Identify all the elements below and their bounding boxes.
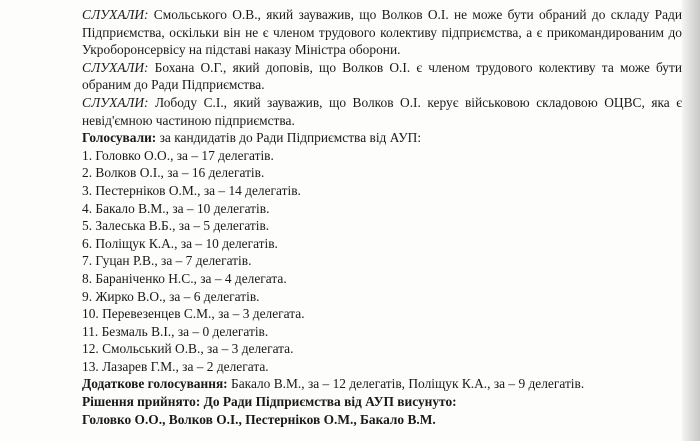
hearing-label: СЛУХАЛИ: — [82, 59, 149, 75]
candidate-item: 12. Смольський О.В., за – 3 делегата. — [82, 341, 294, 357]
candidate-item: 9. Жирко В.О., за – 6 делегатів. — [82, 288, 260, 304]
page-edge-shadow — [682, 0, 700, 441]
protocol-text — [82, 6, 682, 428]
decision-line: Рішення прийнято: До Ради Підприємства від АУП висунуто: — [82, 394, 457, 410]
candidate-item: 13. Лазарев Г.М., за – 2 делегата. — [82, 358, 269, 374]
candidate-item: 4. Бакало В.М., за – 10 делегатів. — [82, 200, 270, 216]
voting-text: за кандидатів до Ради Підприємства від АУП: — [156, 130, 422, 146]
hearing-label: СЛУХАЛИ: — [82, 94, 149, 110]
candidate-item: 2. Волков О.І., за – 16 делегатів. — [82, 165, 265, 181]
candidate-item: 1. Головко О.О., за – 17 делегатів. — [82, 147, 274, 163]
hearing-label: СЛУХАЛИ: — [82, 7, 149, 22]
voting-heading — [82, 129, 682, 147]
candidate-item: 11. Безмаль В.І., за – 0 делегатів. — [82, 323, 269, 339]
hearing-text: Смольського О.В., який зауважив, що Волков О.І. не може бути обраний до складу Ради Підприємства, оскільки він не є членом трудового колективу підприємства, а є прикомандированим до Укроборонсервісу на підставі наказу Міністра оборони. — [82, 7, 682, 58]
voting-label: Голосували: — [82, 130, 157, 146]
hearing-text: Бохана О.Г., який доповів, що Волков О.І. є членом трудового колективу та може бути обраним до Ради Підприємства. — [82, 59, 682, 93]
decision-names: Головко О.О., Волков О.І., Пестерніков О.М., Бакало В.М. — [82, 411, 436, 427]
candidate-item: 3. Пестерніков О.М., за – 14 делегатів. — [82, 182, 301, 198]
hearing-paragraph-1 — [82, 6, 682, 59]
candidate-item: 8. Бараніченко Н.С., за – 4 делегата. — [82, 270, 287, 286]
candidate-item: 6. Поліщук К.А., за – 10 делегатів. — [82, 235, 278, 251]
hearing-paragraph-3 — [82, 94, 682, 129]
additional-voting-label: Додаткове голосування: — [82, 376, 228, 392]
hearing-paragraph-2 — [82, 59, 682, 94]
hearing-text: Лободу С.І., який зауважив, що Волков О.І. керує військовою складовою ОЦВС, яка є невід'ємною частиною підприємства. — [82, 94, 682, 128]
candidate-item: 7. Гуцан Р.В., за – 7 делегатів. — [82, 253, 252, 269]
candidate-item: 10. Перевезенцев С.М., за – 3 делегата. — [82, 306, 305, 322]
additional-voting-text: Бакало В.М., за – 12 делегатів, Поліщук К.А., за – 9 делегатів. — [227, 376, 585, 392]
additional-voting — [82, 375, 682, 393]
candidate-item: 5. Залеська В.Б., за – 5 делегатів. — [82, 218, 270, 234]
